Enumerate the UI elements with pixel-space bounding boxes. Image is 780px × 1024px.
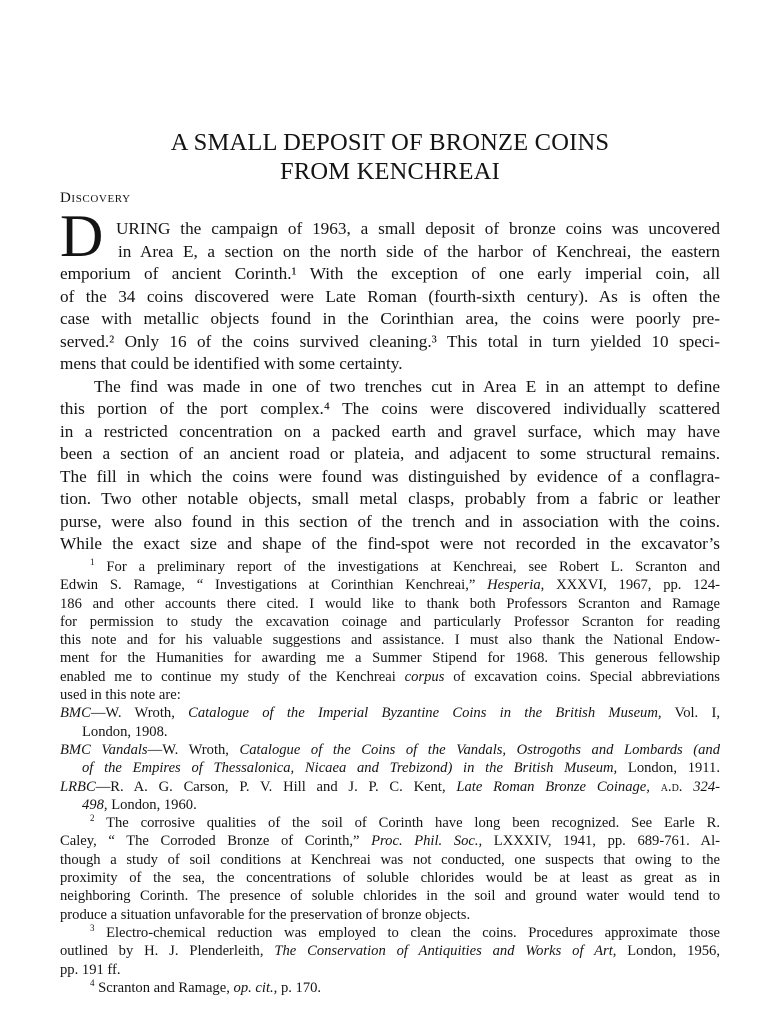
footnote-line: though a study of soil conditions at Kenchreai was not conducted, one suspects that owing to the (60, 851, 720, 868)
footnote-line: London, 1908. (82, 723, 168, 740)
body-line: URING the campaign of 1963, a small deposit of bronze coins was uncovered (116, 219, 720, 238)
footnote-line: $^3$ Electro-chemical reduction was employed to clean the coins. Procedures approximate those (90, 923, 720, 941)
footnotes (60, 558, 720, 997)
footnote-line: used in this note are: (60, 687, 181, 704)
footnote-line: produce a situation unfavorable for the preservation of bronze objects. (60, 906, 471, 923)
body-line: The find was made in one of two trenches cut in Area E in an attempt to define (94, 376, 720, 396)
footnote-line: for permission to study the excavation coinage and particularly Professor Scranton for reading (60, 613, 720, 630)
footnote-line: 498, London, 1960. (82, 796, 197, 813)
footnote-line: $^4$ Scranton and Ramage, op. cit., p. 170. (90, 977, 322, 996)
footnote-line: of the Empires of Thessalonica, Nicaea and Trebizond) in the British Museum, London, 1911. (82, 760, 720, 777)
body-line: in Area E, a section on the north side of the harbor of Kenchreai, the eastern (118, 241, 720, 261)
body-line: The fill in which the coins were found was distinguished by evidence of a conflagra- (60, 466, 720, 486)
footnote-line: enabled me to continue my study of the Kenchreai corpus of excavation coins. Special abbreviations (60, 668, 720, 685)
drop-cap: D (60, 203, 104, 269)
title-line-1: A SMALL DEPOSIT OF BRONZE COINS (170, 129, 610, 156)
body-line: this portion of the port complex.⁴ The coins were discovered individually scattered (60, 399, 720, 418)
footnote-line: this note and for his valuable suggestions and assistance. I must also thank the National Endow- (60, 632, 720, 649)
body-line: case with metallic objects found in the Corinthian area, the coins were poorly pre- (60, 309, 720, 328)
body-line: of the 34 coins discovered were Late Roman (fourth-sixth century). As is often the (60, 286, 720, 306)
footnote-line: ment for the Humanities for awarding me a Summer Stipend for 1968. This generous fellowship (60, 650, 720, 667)
body-line: served.² Only 16 of the coins survived cleaning.³ This total in turn yielded 10 speci- (60, 331, 720, 351)
body-line: emporium of ancient Corinth.¹ With the exception of one early imperial coin, all (60, 264, 720, 283)
body-line: been a section of an ancient road or plateia, and adjacent to some structural remains. (60, 444, 720, 463)
footnote-line: $^1$ For a preliminary report of the investigations at Kenchreai, see Robert L. Scranton and (90, 557, 720, 575)
title-line-2: FROM KENCHREAI (280, 158, 500, 185)
footnote-line: 186 and other accounts there cited. I would like to thank both Professors Scranton and Ramage (60, 595, 720, 612)
body-line: purse, were also found in this section of the trench and in association with the coins. (60, 511, 720, 531)
footnote-line: LRBC—R. A. G. Carson, P. V. Hill and J. P. C. Kent, Late Roman Bronze Coinage, a.d. 324- (60, 778, 720, 795)
footnote-line: proximity of the sea, the concentrations of soluble chlorides would be at least as great as in (60, 870, 720, 887)
footnote-line: BMC—W. Wroth, Catalogue of the Imperial Byzantine Coins in the British Museum, Vol. I, (60, 705, 720, 722)
body-text (60, 218, 720, 556)
footnote-line: Caley, “ The Corroded Bronze of Corinth,” Proc. Phil. Soc., LXXXIV, 1941, pp. 689-761. Al- (60, 833, 720, 850)
footnote-line: $^2$ The corrosive qualities of the soil of Corinth have long been recognized. See Earle R. (90, 813, 720, 832)
footnote-line: Edwin S. Ramage, “ Investigations at Corinthian Kenchreai,” Hesperia, XXXVI, 1967, pp. 124- (60, 577, 720, 594)
footnote-line: pp. 191 ff. (60, 961, 121, 978)
body-line: in a restricted concentration on a packed earth and gravel surface, which may have (60, 421, 720, 441)
footnote-line: outlined by H. J. Plenderleith, The Conservation of Antiquities and Works of Art, London, 1956, (60, 943, 720, 960)
body-line: mens that could be identified with some certainty. (60, 354, 403, 373)
article-title (0, 128, 780, 186)
footnote-line: neighboring Corinth. The presence of soluble chlorides in the soil and ground water would tend to (60, 888, 720, 905)
body-line: While the exact size and shape of the find-spot were not recorded in the excavator’s (60, 534, 720, 553)
body-line: tion. Two other notable objects, small metal clasps, probably from a fabric or leather (60, 489, 720, 508)
section-heading: Discovery (60, 190, 131, 206)
footnote-line: BMC Vandals—W. Wroth, Catalogue of the Coins of the Vandals, Ostrogoths and Lombards (and (60, 741, 721, 758)
